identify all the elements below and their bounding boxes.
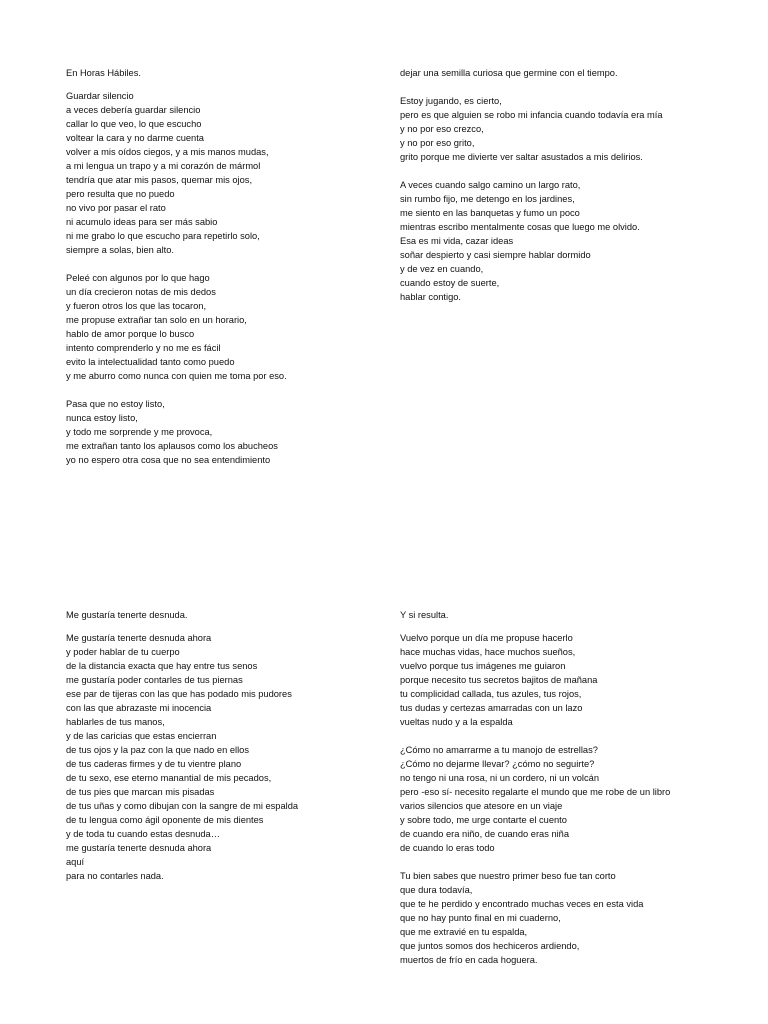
poem-line: me siento en las banquetas y fumo un poco [400, 208, 580, 218]
poem-line: intento comprenderlo y no me es fácil [66, 343, 221, 353]
poem-line: tu complicidad callada, tus azules, tus rojos, [400, 689, 582, 699]
poem-title: En Horas Hábiles. [66, 68, 141, 78]
poem-me-gustaria-tenerte-desnuda [66, 608, 406, 897]
poem-line: y de las caricias que estas encierran [66, 731, 217, 741]
poem-line: y fueron otros los que las tocaron, [66, 301, 207, 311]
poem-line: tendría que atar mis pasos, quemar mis ojos, [66, 175, 253, 185]
poem-line: pero es que alguien se robo mi infancia cuando todavía era mía [400, 110, 663, 120]
poem-line: y no por eso crezco, [400, 124, 484, 134]
stanza [400, 94, 740, 164]
poem-line: evito la intelectualidad tanto como puedo [66, 357, 235, 367]
poem-line: de la distancia exacta que hay entre tus senos [66, 661, 258, 671]
poem-line: siempre a solas, bien alto. [66, 245, 175, 255]
poem-line: tus dudas y certezas amarradas con un lazo [400, 703, 583, 713]
stanza [400, 66, 740, 80]
poem-line: y poder hablar de tu cuerpo [66, 647, 180, 657]
poem-line: cuando estoy de suerte, [400, 278, 500, 288]
poem-line: Estoy jugando, es cierto, [400, 96, 502, 106]
poem-line: que dura todavía, [400, 885, 473, 895]
poem-line: un día crecieron notas de mis dedos [66, 287, 216, 297]
poem-line: de tu sexo, ese eterno manantial de mis pecados, [66, 773, 272, 783]
poem-line: Tu bien sabes que nuestro primer beso fue tan corto [400, 871, 616, 881]
poem-line: yo no espero otra cosa que no sea entendimiento [66, 455, 271, 465]
stanza [400, 869, 740, 967]
poem-line: que juntos somos dos hechiceros ardiendo, [400, 941, 580, 951]
poem-line: Peleé con algunos por lo que hago [66, 273, 210, 283]
poem-line: hace muchas vidas, hace muchos sueños, [400, 647, 576, 657]
poem-line: Vuelvo porque un día me propuse hacerlo [400, 633, 573, 643]
poem-line: de tu lengua como ágil oponente de mis dientes [66, 815, 264, 825]
stanza [66, 89, 406, 257]
poem-line: aquí [66, 857, 85, 867]
poem-line: ni me grabo lo que escucho para repetirlo solo, [66, 231, 260, 241]
poem-line: con las que abrazaste mi inocencia [66, 703, 212, 713]
poem-line: voltear la cara y no darme cuenta [66, 133, 204, 143]
poem-y-si-resulta [400, 608, 740, 981]
poem-line: volver a mis oídos ciegos, y a mis manos mudas, [66, 147, 269, 157]
poem-line: ni acumulo ideas para ser más sabio [66, 217, 218, 227]
stanza [66, 271, 406, 383]
poem-line: y no por eso grito, [400, 138, 475, 148]
poem-line: que te he perdido y encontrado muchas veces en esta vida [400, 899, 644, 909]
poem-line: varios silencios que atesore en un viaje [400, 801, 563, 811]
poem-line: muertos de frío en cada hoguera. [400, 955, 538, 965]
poem-title: Me gustaría tenerte desnuda. [66, 610, 188, 620]
poem-line: vueltas nudo y a la espalda [400, 717, 513, 727]
poem-line: de cuando era niño, de cuando eras niña [400, 829, 570, 839]
poem-line: sin rumbo fijo, me detengo en los jardines, [400, 194, 575, 204]
poem-line: me extrañan tanto los aplausos como los abucheos [66, 441, 278, 451]
poem-line: y todo me sorprende y me provoca, [66, 427, 213, 437]
poem-line: me gustaría poder contarles de tus piernas [66, 675, 243, 685]
poem-continuation [400, 66, 740, 318]
poem-line: hablo de amor porque lo busco [66, 329, 195, 339]
poem-line: de cuando lo eras todo [400, 843, 495, 853]
stanza [400, 178, 740, 304]
poem-line: me gustaría tenerte desnuda ahora [66, 843, 212, 853]
poem-line: pero -eso sí- necesito regalarte el mundo que me robe de un libro [400, 787, 671, 797]
poem-line: Guardar silencio [66, 91, 134, 101]
poem-line: mientras escribo mentalmente cosas que luego me olvido. [400, 222, 640, 232]
poem-line: hablarles de tus manos, [66, 717, 165, 727]
poem-title: Y si resulta. [400, 610, 449, 620]
poem-line: Esa es mi vida, cazar ideas [400, 236, 514, 246]
poem-line: de tus caderas firmes y de tu vientre plano [66, 759, 242, 769]
poem-line: que me extravié en tu espalda, [400, 927, 528, 937]
poem-line: y de vez en cuando, [400, 264, 484, 274]
poem-line: soñar despierto y casi siempre hablar dormido [400, 250, 591, 260]
poem-line: dejar una semilla curiosa que germine con el tiempo. [400, 68, 618, 78]
poem-line: Me gustaría tenerte desnuda ahora [66, 633, 212, 643]
poem-line: grito porque me divierte ver saltar asustados a mis delirios. [400, 152, 643, 162]
poem-line: de tus ojos y la paz con la que nado en ellos [66, 745, 249, 755]
poem-line: no tengo ni una rosa, ni un cordero, ni un volcán [400, 773, 599, 783]
poem-line: a veces debería guardar silencio [66, 105, 201, 115]
poem-line: de tus pies que marcan mis pisadas [66, 787, 215, 797]
poem-line: ese par de tijeras con las que has podado mis pudores [66, 689, 292, 699]
poem-line: y me aburro como nunca con quien me toma por eso. [66, 371, 287, 381]
poem-line: de tus uñas y como dibujan con la sangre de mi espalda [66, 801, 299, 811]
poem-line: A veces cuando salgo camino un largo rato, [400, 180, 581, 190]
poem-line: no vivo por pasar el rato [66, 203, 166, 213]
poem-line: y de toda tu cuando estas desnuda… [66, 829, 221, 839]
poem-line: porque necesito tus secretos bajitos de mañana [400, 675, 598, 685]
poem-line: y sobre todo, me urge contarte el cuento [400, 815, 567, 825]
stanza [400, 631, 740, 729]
poem-line: me propuse extrañar tan solo en un horario, [66, 315, 247, 325]
poem-line: vuelvo porque tus imágenes me guiaron [400, 661, 566, 671]
poem-line: ¿Cómo no amarrarme a tu manojo de estrellas? [400, 745, 598, 755]
poem-line: para no contarles nada. [66, 871, 164, 881]
poem-line: que no hay punto final en mi cuaderno, [400, 913, 561, 923]
stanza [66, 397, 406, 467]
poem-line: hablar contigo. [400, 292, 461, 302]
poem-line: a mi lengua un trapo y a mi corazón de mármol [66, 161, 261, 171]
stanza [66, 631, 406, 883]
poem-line: callar lo que veo, lo que escucho [66, 119, 202, 129]
poem-en-horas-habiles [66, 66, 406, 481]
poem-line: ¿Cómo no dejarme llevar? ¿cómo no seguirte? [400, 759, 595, 769]
poem-line: pero resulta que no puedo [66, 189, 175, 199]
stanza [400, 743, 740, 855]
poem-line: nunca estoy listo, [66, 413, 138, 423]
poem-line: Pasa que no estoy listo, [66, 399, 165, 409]
